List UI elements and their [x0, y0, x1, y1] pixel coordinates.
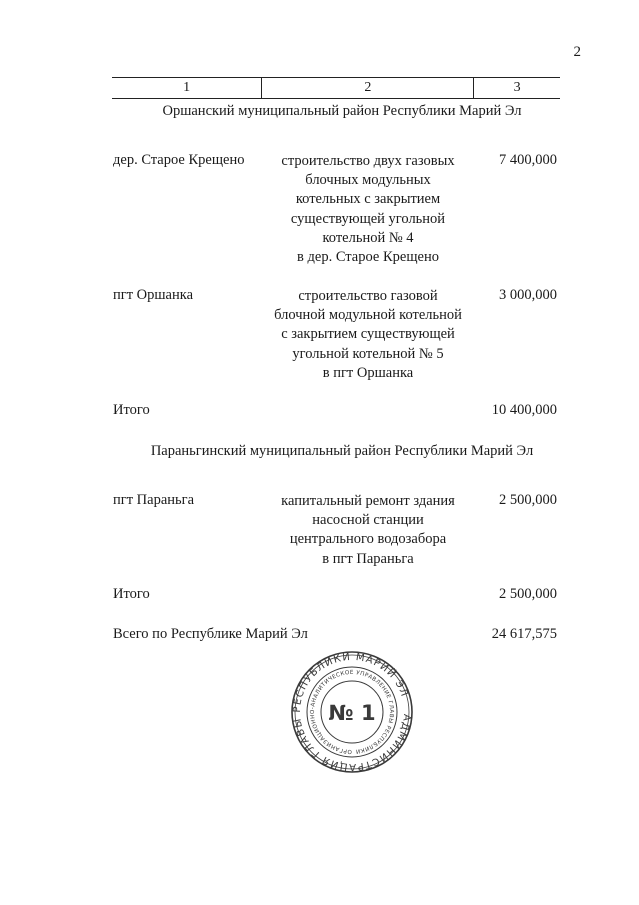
- seal-number: № 1: [328, 701, 376, 725]
- total-amount: 2 500,000: [499, 586, 557, 602]
- svg-text:АДМИНИСТРАЦИЯ ГЛАВЫ РЕСПУБЛИКИ: АДМИНИСТРАЦИЯ ГЛАВЫ РЕСПУБЛИКИ МАРИЙ ЭЛ: [291, 651, 413, 773]
- total-amount: 10 400,000: [491, 402, 557, 418]
- row-location: пгт Оршанка: [113, 287, 194, 303]
- row-amount: 7 400,000: [499, 152, 557, 168]
- section-title-orsha: Оршанский муниципальный район Республики Марий Эл: [162, 103, 522, 119]
- row-location: дер. Старое Крещено: [113, 152, 245, 168]
- grand-total-amount: 24 617,575: [491, 626, 557, 642]
- row-location: пгт Параньга: [113, 492, 195, 508]
- column-number-2: 2: [261, 78, 474, 98]
- official-seal-stamp: [290, 650, 414, 774]
- total-label: Итого: [113, 402, 150, 418]
- row-amount: 3 000,000: [499, 287, 557, 303]
- row-description: капитальный ремонт здания насосной станции центрального водозабора в пгт Параньга: [281, 493, 455, 567]
- row-description: строительство двух газовых блочных модульных котельных с закрытием существующей угольной котельной № 4 в дер. Старое Крещено: [281, 153, 455, 266]
- row-description: строительство газовой блочной модульной котельной с закрытием существующей угольной котельной № 5 в пгт Оршанка: [274, 288, 462, 381]
- section-title-paranga: Параньгинский муниципальный район Республики Марий Эл: [150, 443, 534, 459]
- svg-text:ОРГАНИЗАЦИОННО-АНАЛИТИЧЕСКОЕ У: ОРГАНИЗАЦИОННО-АНАЛИТИЧЕСКОЕ УПРАВЛЕНИЕ ГЛАВЫ РЕСПУБЛИКИ: [309, 669, 395, 755]
- page-number: 2: [573, 44, 581, 60]
- total-label: Итого: [113, 586, 150, 602]
- row-amount: 2 500,000: [499, 492, 557, 508]
- column-number-1: 1: [183, 80, 191, 95]
- grand-total-label: Всего по Республике Марий Эл: [113, 626, 308, 642]
- table-column-header: [112, 77, 560, 99]
- column-number-3: 3: [513, 80, 521, 95]
